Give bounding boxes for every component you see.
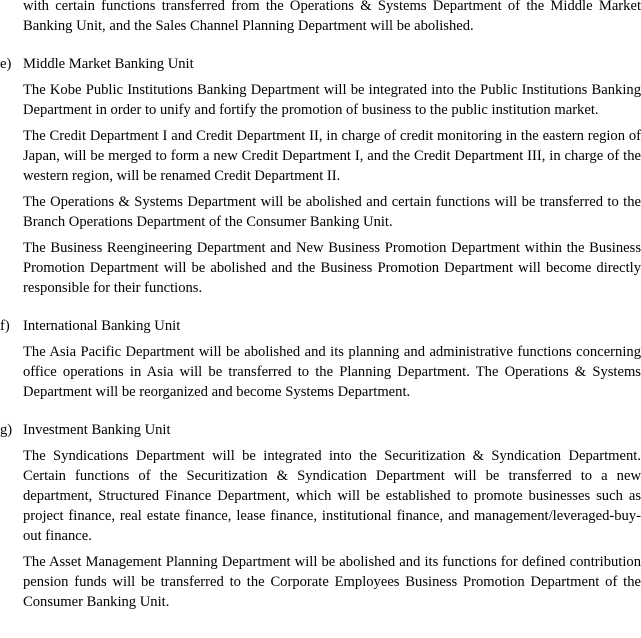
section-letter: g) <box>0 422 13 438</box>
paragraph: The Asia Pacific Department will be abolished and its planning and administrative functions concerning office operations in Asia will be transferred to the Planning Department. The Operations & Systems Department will be reorganized and become Systems Department. <box>23 344 641 400</box>
section-heading-e <box>0 54 641 74</box>
paragraph: The Kobe Public Institutions Banking Department will be integrated into the Public Institutions Banking Department in order to unify and fortify the promotion of business to the public institution market. <box>23 82 641 118</box>
paragraph: The Business Reengineering Department and New Business Promotion Department within the Business Promotion Department will be abolished and the Business Promotion Department will become directly responsible for their functions. <box>23 240 641 296</box>
section-title: Investment Banking Unit <box>23 422 171 438</box>
section-title: International Banking Unit <box>23 318 181 334</box>
section-heading-f <box>0 316 641 336</box>
intro-fragment: with certain functions transferred from the Operations & Systems Department of the Middle Market Banking Unit, and the Sales Channel Planning Department will be abolished. <box>23 0 641 34</box>
section-letter: f) <box>0 318 10 334</box>
paragraph: The Syndications Department will be integrated into the Securitization & Syndication Department. Certain functions of the Securitization & Syndication Department will be transferred to a new department, Structured Finance Department, which will be established to promote businesses such as project finance, real estate finance, lease finance, institutional finance, and management/leveraged-buy-out finance. <box>23 448 641 544</box>
section-title: Middle Market Banking Unit <box>23 56 194 72</box>
paragraph: The Operations & Systems Department will be abolished and certain functions will be transferred to the Branch Operations Department of the Consumer Banking Unit. <box>23 194 641 230</box>
section-heading-g <box>0 420 641 440</box>
paragraph: The Credit Department I and Credit Department II, in charge of credit monitoring in the eastern region of Japan, will be merged to form a new Credit Department I, and the Credit Department III, in charge of the western region, will be renamed Credit Department II. <box>23 128 641 184</box>
section-letter: e) <box>0 56 12 72</box>
paragraph: The Asset Management Planning Department will be abolished and its functions for defined contribution pension funds will be transferred to the Corporate Employees Business Promotion Department of the Consumer Banking Unit. <box>23 554 641 610</box>
